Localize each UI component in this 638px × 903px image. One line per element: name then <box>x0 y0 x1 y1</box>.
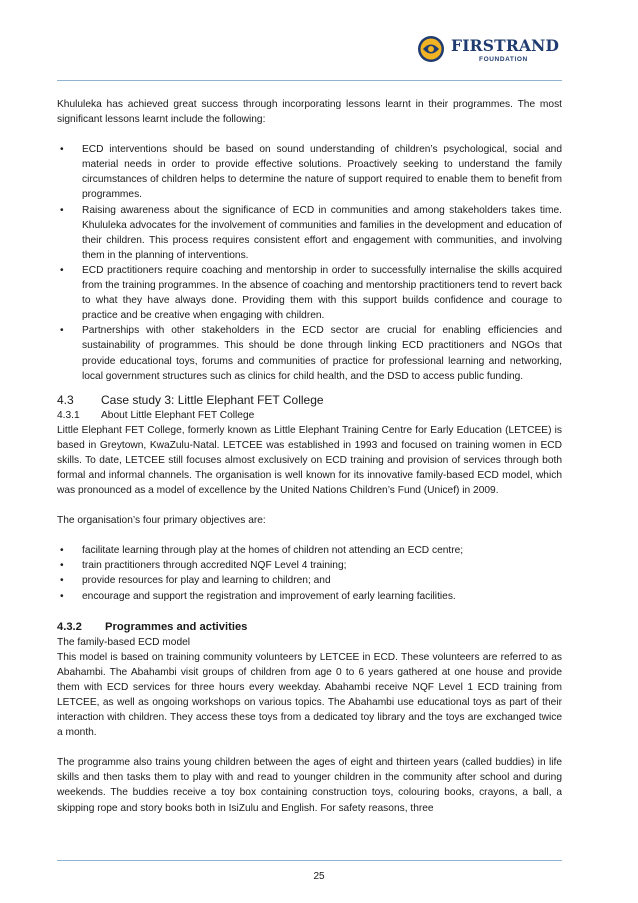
section-heading-4-3-2: 4.3.2 Programmes and activities <box>57 620 248 633</box>
about-paragraph: Little Elephant FET College, formerly known as Little Elephant Training Centre for Early Education (LETCEE) is based in Greytown, KwaZulu-Natal. LETCEE was established in 1993 and focused on training women in ECD skills. To date, LETCEE still focuses almost exclusively on ECD training and provision of services through both formal and informal channels. The organisation is well known for its innovative family-based ECD model, which was pronounced as a model of excellence by the United Nations Children’s Fund (Unicef) in 2009. <box>57 424 562 497</box>
objectives-list <box>57 543 562 603</box>
logo-name: FIRSTRAND <box>451 36 560 55</box>
page-number: 25 <box>313 871 325 882</box>
list-item: • ECD interventions should be based on sound understanding of children’s psychological, social and material needs in order to provide effective solutions. Proactively seeking to understand the family circumstances of children helps to determine the nature of support required to enable them to benefit from programmes. <box>60 144 562 201</box>
list-item: • encourage and support the registration and improvement of early learning facilities. <box>57 589 562 604</box>
buddies-paragraph: The programme also trains young children between the ages of eight and thirteen years (called buddies) in life skills and then tasks them to play with and read to younger children in the community after school and during weekends. The buddies receive a toy box containing construction toys, colouring books, crayons, a ball, a skipping rope and story books both in IsiZulu and English. For safety reasons, three <box>57 757 562 814</box>
bullet-icon: • <box>60 590 64 602</box>
firstrand-emblem-icon <box>416 33 446 65</box>
firstrand-foundation-logo <box>416 33 576 73</box>
bullet-icon: • <box>60 264 64 276</box>
list-item: • Raising awareness about the significance of ECD in communities and among stakeholders takes time. Khululeka advocates for the involvement of communities and families in the development and education of their children. This process requires consistent effort and engagement with communities, and involving them in the planning of interventions. <box>60 204 562 261</box>
list-item: • provide resources for play and learning to children; and <box>57 573 562 588</box>
list-item: • Partnerships with other stakeholders in the ECD sector are crucial for enabling efficiencies and sustainability of programmes. This should be done through linking ECD practitioners and NGOs that provide educational toys, forums and communities of practice for professional learning and networking, local government structures such as clinics for child health, and the DSD to access public funding. <box>60 325 562 382</box>
bullet-icon: • <box>60 545 64 557</box>
bullet-icon: • <box>60 204 64 216</box>
lessons-list <box>57 142 562 384</box>
bullet-icon: • <box>60 325 64 337</box>
model-subtitle: The family-based ECD model <box>57 636 191 648</box>
bullet-icon: • <box>60 560 64 572</box>
bullet-icon: • <box>60 144 64 156</box>
page-content <box>57 97 562 816</box>
section-heading-4-3: 4.3 Case study 3: Little Elephant FET College <box>57 392 324 407</box>
header-rule <box>57 80 562 81</box>
model-paragraph: This model is based on training community volunteers by LETCEE in ECD. These volunteers are referred to as Abahambi. The Abahambi visit groups of children from age 0 to 6 years gathered at one house and provide them with ECD services for three hours every weekday. Abahambi receive NQF Level 1 ECD training from LETCEE, as well as ongoing workshops on various topics. The Abahambi use educational toys as part of their interaction with children. They access these toys from a dedicated toy library and the toys are exchanged twice a month. <box>57 651 562 739</box>
section-heading-4-3-1: 4.3.1 About Little Elephant FET College <box>57 409 255 421</box>
bullet-icon: • <box>60 575 64 587</box>
list-item: • ECD practitioners require coaching and mentorship in order to successfully internalise the skills acquired from the training programmes. In the absence of coaching and mentorship practitioners tend to revert back to what they have always done. Providing them with this support builds confidence and courage to practice and be creative when engaging with children. <box>60 264 562 322</box>
logo-subtitle: FOUNDATION <box>479 56 528 63</box>
list-item: • train practitioners through accredited NQF Level 4 training; <box>57 558 562 573</box>
footer-rule <box>57 860 562 861</box>
list-item: • facilitate learning through play at the homes of children not attending an ECD centre; <box>57 543 562 558</box>
objectives-intro: The organisation’s four primary objectives are: <box>57 515 266 527</box>
intro-paragraph: Khululeka has achieved great success through incorporating lessons learnt in their programmes. The most significant lessons learnt include the following: <box>57 99 562 126</box>
